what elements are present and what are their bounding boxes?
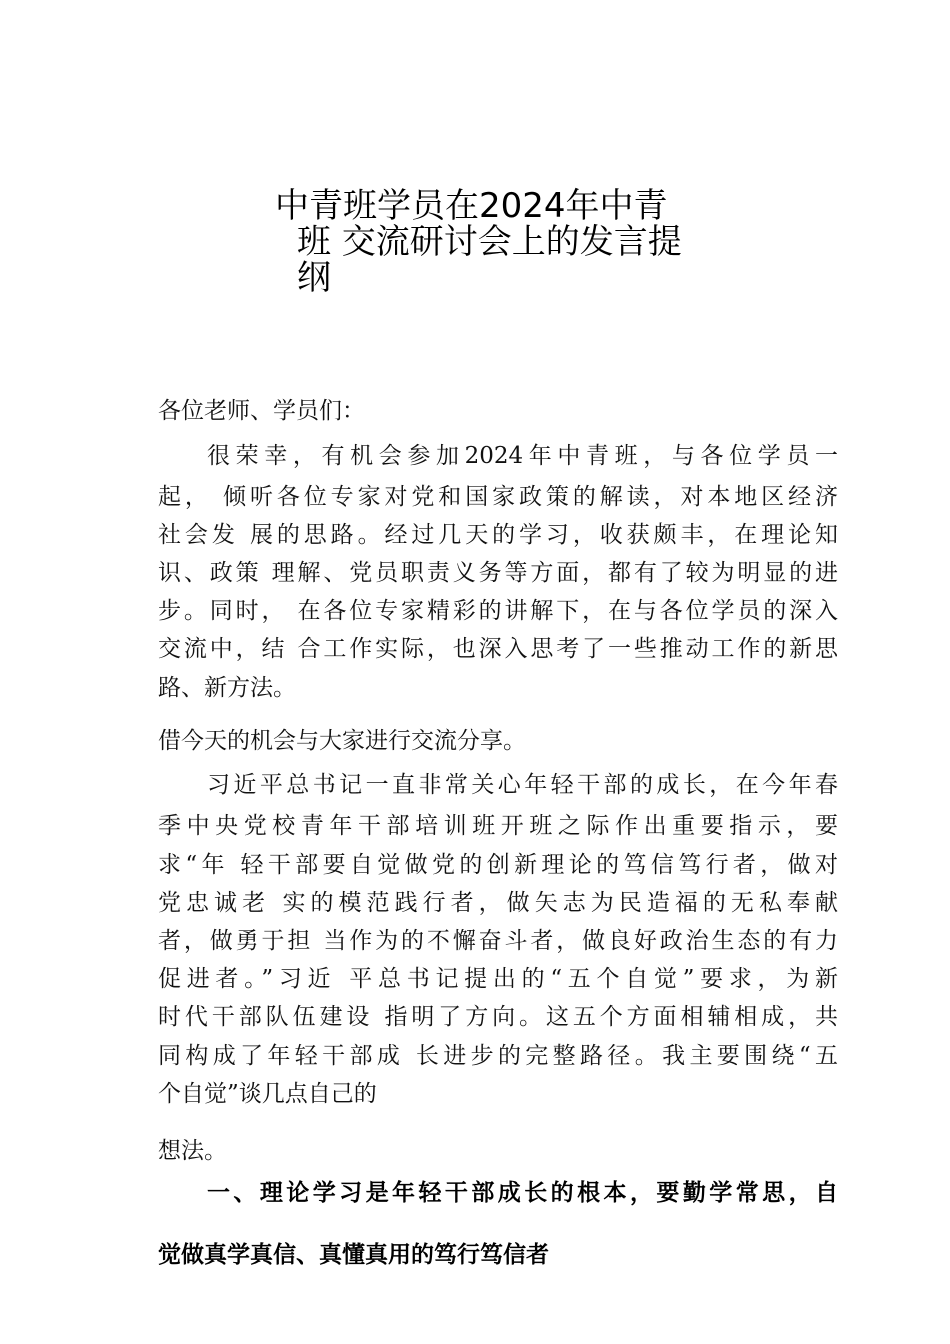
paragraph-line: 者，做勇于担 当作为的不懈奋斗者，做良好政治生态的有力	[158, 928, 838, 954]
paragraph-line: 同构成了年轻干部成 长进步的完整路径。我主要围绕“五	[158, 1043, 838, 1069]
paragraph-line: 路、新方法。	[158, 675, 296, 701]
section-heading-line: 一、理论学习是年轻干部成长的根本，要勤学常思，自	[207, 1180, 838, 1206]
paragraph-line: 步。同时， 在各位专家精彩的讲解下，在与各位学员的深入	[158, 598, 838, 624]
paragraph-line: 交流中，结 合工作实际，也深入思考了一些推动工作的新思	[158, 636, 838, 662]
paragraph-line: 求“年 轻干部要自觉做党的创新理论的笃信笃行者，做对	[158, 852, 838, 878]
paragraph: 借今天的机会与大家进行交流分享。	[158, 728, 526, 754]
paragraph-line: 识、政策 理解、党员职责义务等方面，都有了较为明显的进	[158, 560, 838, 586]
salutation: 各位老师、学员们：	[158, 398, 365, 424]
paragraph-line: 党忠诚老 实的模范践行者，做矢志为民造福的无私奉献	[158, 890, 838, 916]
title-line: 班 交流研讨会上的发言提	[297, 222, 682, 262]
paragraph-line: 社会发 展的思路。经过几天的学习，收获颇丰，在理论知	[158, 522, 838, 548]
paragraph-line: 习近平总书记一直非常关心年轻干部的成长，在今年春	[207, 772, 838, 798]
paragraph: 想法。	[158, 1138, 227, 1164]
paragraph-line: 很荣幸，有机会参加2024年中青班，与各位学员一	[207, 443, 838, 469]
section-heading-line: 觉做真学真信、真懂真用的笃行笃信者	[158, 1242, 549, 1268]
document-title	[275, 188, 715, 296]
paragraph-line: 季中央党校青年干部培训班开班之际作出重要指示，要	[158, 813, 838, 839]
paragraph-line: 个自觉”谈几点自己的	[158, 1081, 377, 1107]
title-line: 中青班学员在2024年中青	[275, 186, 668, 226]
paragraph-line: 时代干部队伍建设 指明了方向。这五个方面相辅相成，共	[158, 1004, 838, 1030]
paragraph-line: 起， 倾听各位专家对党和国家政策的解读，对本地区经济	[158, 484, 838, 510]
title-line: 纲	[297, 258, 331, 298]
paragraph-line: 促进者。”习近 平总书记提出的“五个自觉”要求，为新	[158, 966, 838, 992]
